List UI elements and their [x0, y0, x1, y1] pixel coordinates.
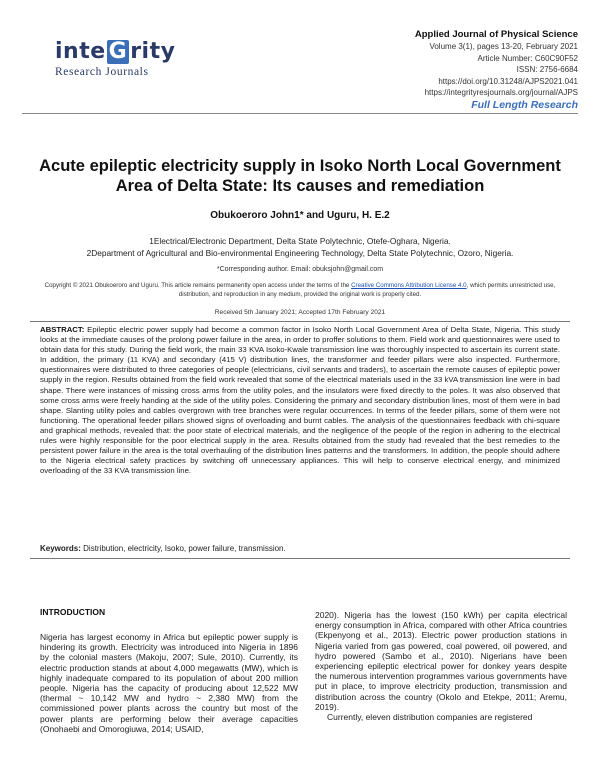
abstract-bottom-divider	[30, 558, 570, 559]
authors: Obukoeroro John1* and Uguru, H. E.2	[210, 210, 390, 221]
copyright-notice: Copyright © 2021 Obukoeroro and Uguru. This article remains permanently open access under the terms of the Creative Commons Attribution License 4.0, which permits unrestricted use, distribution, and reproduction in any medium, provided the original work is properly cited.	[44, 282, 556, 298]
issn: ISSN: 2756-6684	[516, 65, 578, 74]
abstract	[40, 325, 560, 476]
doi-link[interactable]: https://doi.org/10.31248/AJPS2021.041	[438, 76, 578, 86]
section-label: Full Length Research	[471, 99, 578, 111]
intro-right-column	[315, 610, 567, 722]
corresponding-author: *Corresponding author. Email: obuksjohn@gmail.com	[216, 266, 384, 273]
journal-url[interactable]: https://integrityresjournals.org/journal/AJPS	[424, 88, 578, 97]
journal-info	[415, 28, 578, 99]
logo-subtitle: Research Journals	[55, 66, 149, 78]
affiliation-2: 2Department of Agricultural and Bio-environmental Engineering Technology, Delta State Polytechnic, Ozoro, Nigeria.	[86, 248, 514, 258]
abstract-top-divider	[30, 321, 570, 322]
intro-left-column: Nigeria has largest economy in Africa but epileptic power supply is hindering its growth. Electricity was introduced into Nigeria in 1896 by the colonial masters (Makoju, 2007; Sule, 2010). Currently, its electric production stands at about 4,000 megawatts (MW), which is highly inadequate compared to its population of about 200 million people. Nigeria has the capacity of producing about 12,522 MW (thermal ~ 10,142 MW and hydro ~ 2,380 MW) from the commissioned power plants across the country but most of the power plants are performing below their average capacities (Onohaebi and Omorogiuwa, 2014; USAID,	[40, 632, 298, 734]
volume-info: Volume 3(1), pages 13-20, February 2021	[429, 42, 578, 51]
article-number: Article Number: C60C90F52	[477, 53, 578, 63]
received-accepted-dates: Received 5th January 2021; Accepted 17th February 2021	[214, 309, 386, 316]
logo-wordmark: inte G rity	[55, 39, 176, 64]
header-divider	[22, 113, 578, 114]
intro-right-paragraph-1: 2020). Nigeria has the lowest (150 kWh) per capita electrical energy consumption in Africa, compared with other Africa countries (Ekpenyong et al., 2013). Electric power production stations in Nigeria varied from gas powered, coal powered, oil powered, and hydro powered (Sambo et al., 2010). Nigerians have been experiencing epileptic electrical power for donkey years despite the numerous intervention programmes various governments have put in place, to improve electricity production, transmission and distribution across the country (Okolo and Etekpe, 2011; Aremu, 2019).	[315, 610, 567, 712]
journal-logo	[55, 40, 185, 78]
affiliation-1: 1Electrical/Electronic Department, Delta State Polytechnic, Otefe-Oghara, Nigeria.	[149, 236, 451, 246]
article-title: Acute epileptic electricity supply in Isoko North Local Government Area of Delta State: Its causes and remediation	[39, 157, 561, 195]
journal-name: Applied Journal of Physical Science	[414, 29, 578, 40]
introduction-heading: INTRODUCTION	[40, 607, 106, 617]
abstract-text: Epileptic electric power supply had become a common factor in Isoko North Local Government Area of Delta State, Nigeria. This study looks at the immediate causes of the prolong power failure in the area, in order to proffer solutions to them. Field work and questionnaires were used to obtain data for this study. During the field work, the main 33 KVA Isoko-Kwale transmission line was thoroughly inspected to ascertain its current state. In addition, the primary (11 KVA) and secondary (415 V) distribution lines, the transformer and feeder pillars were also inspected. Furthermore, questionnaires were distributed to three categories of people (electricians, civil servants and traders), to ascertain the remote causes of epileptic power supply in the region. Results obtained from the field work revealed that some of the electrical materials used in the 33 kVA transmission line were in bad shape. There were instances of missing cross arms from the utility poles, and the insulators were fixed directly to the poles. It was also observed that some cross arms were freely handing at the side of the utility poles. Considering the primary and secondary distribution lines, most of them were in bad shape. Slanting utility poles and cables overgrown with tree branches were regular occurrences. In terms of the feeder pillars, some of them were not functioning. The operational feeder pillars showed signs of overloading and burnt cables. The analysis of the questionnaires feedback with chi-square and graphical methods, revealed that: the poor state of electrical materials, and the negligence of the people of the region in adhering to the electrical rules were highly responsible for the poor electrical supply in the area. Results obtained from the study had revealed that the best remedies to the persistent power failure in the area is the total overhauling of the distribution lines patterns and the transformers. In addition, the people should adhere to the Nigeria electrical safety practices by switching off unnecessary appliances. This will help to conserve electrical energy, and minimized overloading of the 33 KVA transmission line.	[40, 325, 561, 476]
intro-right-paragraph-2: Currently, eleven distribution companies are registered	[327, 712, 533, 723]
abstract-label: ABSTRACT:	[40, 325, 85, 334]
keywords	[40, 544, 560, 553]
logo-box-letter: G	[108, 39, 128, 64]
license-link[interactable]: Creative Commons Attribution License 4.0	[351, 282, 467, 289]
keywords-text: Distribution, electricity, Isoko, power failure, transmission.	[83, 544, 286, 553]
keywords-label: Keywords:	[40, 544, 81, 553]
